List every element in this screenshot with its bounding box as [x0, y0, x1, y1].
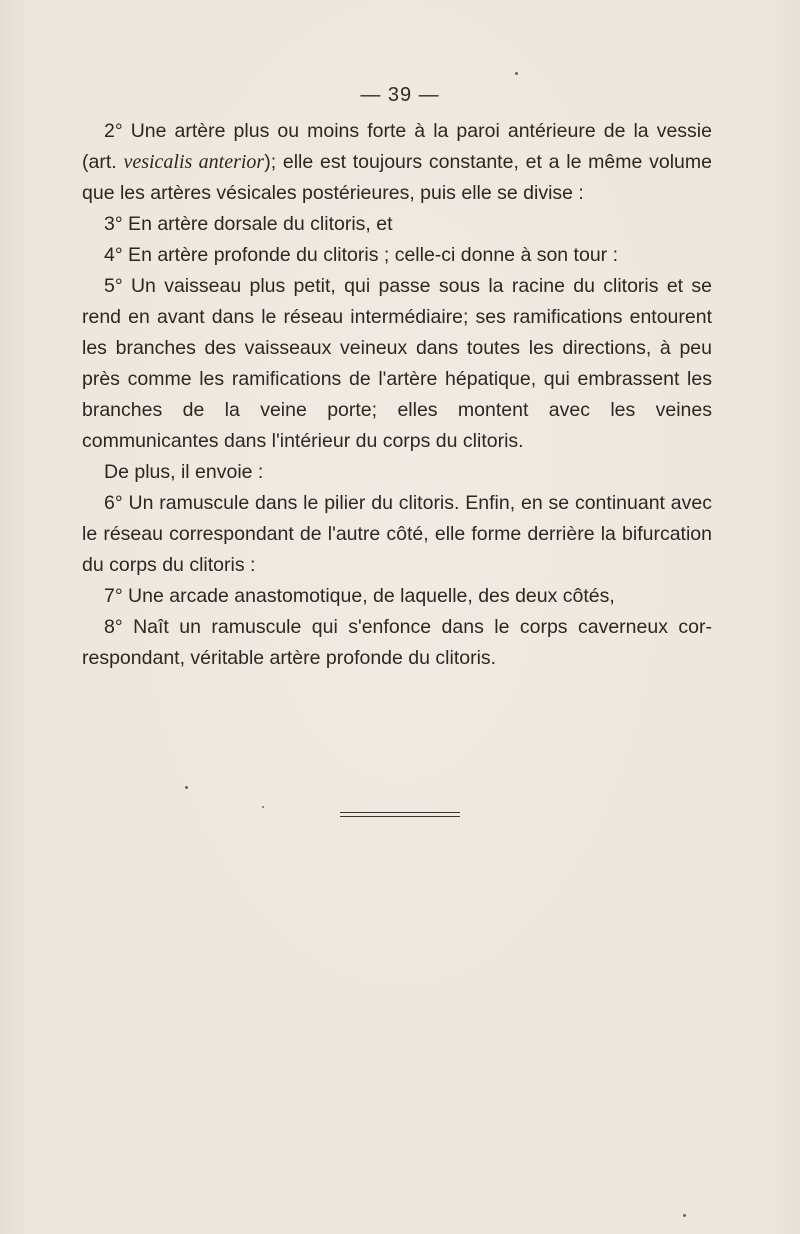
paragraph-item-2-end: ); elle est toujours constante, et a le même volume que les artères vésicales postérieures, puis elle se divise :: [82, 151, 712, 204]
paragraph-item-8: 8° Naît un ramuscule qui s'enfonce dans le corps caverneux correspondant, véritable artère profonde du clitoris.: [82, 616, 712, 669]
paragraph-item-2: [82, 116, 712, 209]
paper-speck: [515, 72, 518, 75]
body-text: [82, 116, 712, 674]
paragraph-item-2-start: 2° Une artère plus ou moins forte à la paroi antérieure de la vessie (art.: [82, 120, 712, 173]
page-number: — 39 —: [360, 84, 440, 106]
paragraph-item-5: 5° Un vaisseau plus petit, qui passe sous la racine du clitoris et se rend en avant dans le réseau intermédiaire; ses ramifications entourent les branches des vaisseaux veineux dans toutes les directions, à peu près comme les ramifications de l'artère hépatique, qui embrassent les branches de la veine porte; elles montent avec les veines communicantes dans l'intérieur du corps du clitoris.: [82, 275, 712, 452]
paper-speck: [185, 786, 188, 789]
paragraph-de-plus: De plus, il envoie :: [104, 461, 264, 483]
paragraph-item-4: 4° En artère profonde du clitoris ; celle-ci donne à son tour :: [104, 244, 618, 266]
section-end-rule-second: [340, 816, 460, 817]
section-end-rule: [340, 812, 460, 813]
paragraph-item-3: 3° En artère dorsale du clitoris, et: [104, 213, 393, 235]
paper-speck: [683, 1214, 686, 1217]
paper-speck: [262, 806, 264, 808]
paragraph-item-6: 6° Un ramuscule dans le pilier du clitoris. Enfin, en se continuant avec le réseau correspondant de l'autre côté, elle forme derrière la bifurcation du corps du clitoris :: [82, 492, 712, 576]
latin-term: vesicalis anterior: [123, 151, 265, 173]
paragraph-item-7: 7° Une arcade anastomotique, de laquelle, des deux côtés,: [104, 585, 615, 607]
